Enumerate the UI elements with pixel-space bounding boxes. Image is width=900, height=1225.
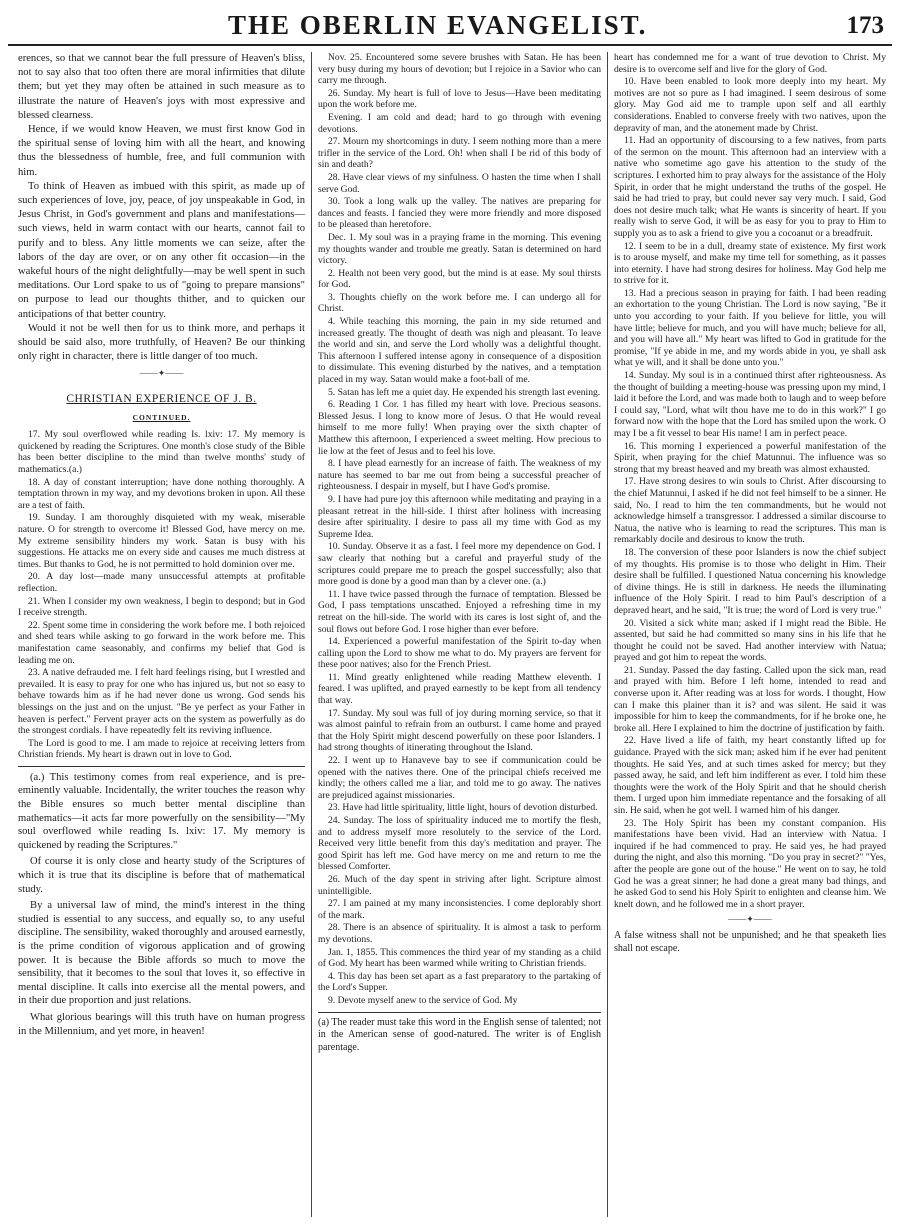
section-title: CHRISTIAN EXPERIENCE OF J. B. (66, 393, 257, 406)
journal-entry: 14. Experienced a powerful manifestation of the Spirit to-day when calling upon the Lord to show me what to do. My prayers are fervent for these poor natives; also for the French Priest. (318, 636, 601, 671)
journal-entry: heart has condemned me for a want of true devotion to Christ. My desire is to overcome self and live for the glory of God. (614, 52, 886, 75)
journal-entry: Dec. 1. My soul was in a praying frame in the morning. This evening my thoughts wander and trouble me greatly. Satan is determined on hard victory. (318, 231, 601, 267)
journal-entry: 27. Mourn my shortcomings in duty. I seem nothing more than a mere trifler in the service of the Lord. Oh! when shall I be rid of this body of sin and death? (318, 136, 601, 171)
journal-entry: 4. This day has been set apart as a fast preparatory to the partaking of the Lord's Supper. (318, 970, 601, 994)
journal-entry: Nov. 25. Encountered some severe brushes with Satan. He has been very busy during my hours of devotion; but I rejoice in a Savior who can carry me through. (318, 52, 601, 87)
journal-entry: 10. Have been enabled to look more deeply into my heart. My motives are not so pure as I had imagined. I seem desirous of some glory. May God aid me to trample upon self and all earthly considerations. Enabled to converse freely with two natives, upon the depravity of man, and the atonement made by Christ. (614, 76, 886, 134)
journal-entry: 19. Sunday. I am thoroughly disquieted with my weak, miserable nature. O for strength to overcome it! Blessed God, have mercy on me. My extreme sensibility hinders my work. Satan is busy with his suggestions. He attacks me on every side and causes me much distress at times. But thanks to God, he is not permitted to hold dominion over me. (18, 512, 305, 570)
journal-entry: Evening. I am cold and dead; hard to go through with evening devotions. (318, 111, 601, 135)
divider (318, 1012, 601, 1013)
journal-entry: 20. A day lost—made many unsuccessful attempts at profitable reflection. (18, 571, 305, 594)
section-subtitle: CONTINUED. (132, 412, 191, 422)
footnote-paragraph: By a universal law of mind, the mind's interest in the thing studied is essential to any success, and equally so, to any useful discipline. The sensibility, waked thoroughly and aroused earnestly, is the prime condition of vigorous application and of growing power. It is because the Bible affords so much to move the sensibility, that it becomes to the soul that loves it, so effective in mental discipline. It calls into exercise all the mental powers, and in their due proportion and just relations. (18, 900, 305, 1007)
journal-entry: Jan. 1, 1855. This commences the third year of my standing as a child of God. My heart has been warmed while writing to Christian friends. (318, 946, 601, 970)
article-columns (12, 52, 894, 1217)
footnote-paragraph: What glorious bearings will this truth have on human progress in the Millennium, and yet more, in heaven! (18, 1011, 305, 1037)
journal-entry: 10. Sunday. Observe it as a fast. I feel more my dependence on God. I saw clearly that nothing but a careful and prayerful study of the scriptures could prepare me to preach the gospel successfully; also that more good is done by a good man than by a clever one. (a.) (318, 541, 601, 588)
footnote: (a) The reader must take this word in the English sense of talented; not in the American sense of good-natured. The writer is of English parentage. (318, 1016, 601, 1053)
journal-entry: 23. Have had little spirituality, little light, hours of devotion disturbed. (328, 802, 598, 814)
divider-ornament: ——✦—— (139, 368, 184, 379)
journal-entry: 27. I am pained at my many inconsistencies. I come deplorably short of the mark. (318, 898, 601, 921)
journal-entry: 18. The conversion of these poor Islanders is now the chief subject of my thoughts. His promise is to those who delight in Him. Their desire shall be fulfilled. I questioned Natua concerning his knowledge of divine things. He is still in darkness. He needs the illuminating influence of the Holy Spirit. I read to him Paul's description of a depraved heart, and he said, "It is true; the word of Lord is very true." (614, 546, 886, 616)
journal-entry: 23. A native defrauded me. I felt hard feelings rising, but I wrestled and prevailed. It is easy to pray for one who has injured us, but not so easy to behave towards him as if he had never done us wrong. God sends his blessings on the just and on the unjust. "Be ye perfect as your Father in heaven is perfect." Fervent prayer acts on the system as powerfully as do the strongest cordials. I have repeatedly felt its reviving influence. (18, 667, 305, 737)
journal-entry: 17. Sunday. My soul was full of joy during morning service, so that it was almost painful to refrain from an outburst. I came home and prayed that the Holy Spirit might descend powerfully on these poor Islanders. I had strong thoughts of itinerating throughout the Island. (318, 707, 601, 754)
journal-entry: 11. I have twice passed through the furnace of temptation. Blessed be God, I pass temptations unscathed. Enjoyed a refreshing time in my retreat on the hill-side. The world with its cares is lost sight of, and the soul flows out before God. I rose higher than ever before. (318, 588, 601, 635)
intro-text (18, 52, 305, 364)
journal-entry: 18. A day of constant interruption; have done nothing thoroughly. A temptation thrown in my way, and my devotions broken in upon. All these are a test of faith. (18, 476, 305, 511)
footnote-paragraph: (a.) This testimony comes from real experience, and is pre-eminently valuable. Incidentally, the writer touches the reason why the Bible ensures so much better mental discipline than mathematics—it acts far more powerfully on the sensibility—"My soul overflowed while reading Is. lxiv: 17. My memory is quickened by reading the Scriptures." (18, 771, 305, 851)
page-header (8, 8, 892, 46)
journal-entry: 14. Sunday. My soul is in a continued thirst after righteousness. As the thought of building a meeting-house was pressing upon my mind, I laid it before the Lord, and was made both to laugh and to weep before I could say, "Lord, what wilt thou have me to do in this work?" I go forward now with the hope that the Lord has smiled upon the work. O may I be a fit vessel to bear His name! I am in perfect peace. (614, 370, 886, 439)
journal-entry: 4. While teaching this morning, the pain in my side returned and increased greatly. The thought of death was nigh and pleasant. To leave the world and sin, and serve the Lord wholly was a delightful thought. This afternoon I suffered intense agony in consequence of a disposition to dissimulate. This evening disturbed by the natives, and a temptation placed in my way. Satan would make a foot-ball of me. (318, 316, 601, 386)
journal-entry: 28. Have clear views of my sinfulness. O hasten the time when I shall serve God. (318, 171, 601, 195)
paragraph: Hence, if we would know Heaven, we must first know God in the spiritual sense of loving him with all the heart, and knowing thus the blessedness of humble, free, and full communion with him. (18, 124, 305, 178)
journal-entry: 16. This morning I experienced a powerful manifestation of the Spirit, when praying for the chief Matunnui. The influence was so strong that my breast heaved and my breath was almost exhausted. (614, 440, 886, 475)
journal-entry: 21. When I consider my own weakness, I begin to despond; but in God I receive strength. (18, 595, 305, 619)
journal-entry: 12. I seem to be in a dull, dreamy state of existence. My first work is to arouse myself, and make my time tell for something, as it passes into eternity. I have had strong desires for holiness. May God help me to strive for it. (614, 240, 886, 287)
divider-ornament: ——✦—— (728, 914, 772, 925)
journal-entry: 30. Took a long walk up the valley. The natives are preparing for dances and feasts. I fancied they were more friendly and more disposed to be pleased than heretofore. (318, 196, 601, 231)
journal-entry: 22. Have lived a life of faith, my heart constantly lifted up for guidance. Prayed with the sick man; asked him if he ever had penitent thoughts. He said Yes, and at such times asked for mercy; but they passed away, he said, and left him indifferent as ever. I told him these thoughts were the work of the Holy Spirit and that he should cherish them. I urged upon him immediate repentance and the forsaking of all sin. He said, when he got well. I warned him of his danger. (614, 735, 886, 816)
journal-entry: 6. Reading 1 Cor. 1 has filled my heart with love. Precious seasons. Blessed Jesus. I long to know more of Jesus. O that He would reveal himself to me more fully! When praying over the sixth chapter of Matthew this afternoon, I experienced a sweet melting. How precious to lie low at the feet of Jesus and to feel his love. (318, 399, 601, 457)
journal-entry: 23. The Holy Spirit has been my constant companion. His manifestations have been vivid. Had an interview with Natua. I inquired if he had commenced to pray. He said yes, he had prayed during the night, and also this morning. "Do you pray in secret?" "Yes, after the people are gone out of the house." He went on to say, he told God he was a great sinner; he had done a great many bad things, and he asked God to send his Holy Spirit to enlighten and cleanse him. We knelt down, and he followed me in a short prayer. (614, 817, 886, 910)
journal-entry: 2. Health not been very good, but the mind is at ease. My soul thirsts for God. (318, 267, 601, 291)
proverb: A false witness shall not be unpunished; and he that speaketh lies shall not escape. (614, 929, 886, 954)
journal-entry: 5. Satan has left me a quiet day. He expended his strength last evening. (328, 386, 601, 398)
journal-entry: 26. Sunday. My heart is full of love to Jesus—Have been meditating upon the work before me. (318, 87, 601, 111)
journal-entry: 9. I have had pure joy this afternoon while meditating and praying in a pleasant retreat in the hill-side. I thirst after holiness with increasing desire after spirituality. I desire to pass all my time with God as my Supreme Idea. (318, 493, 601, 540)
journal-entry: 3. Thoughts chiefly on the work before me. I can undergo all for Christ. (318, 291, 601, 315)
paragraph: erences, so that we cannot bear the full pressure of Heaven's bliss, not to say also that too often there are moral infirmities that dilute them; but yet they may often be attained in such measure as to illustrate the nature of Heaven's joys with most expressive and blessed clearness. (18, 53, 305, 121)
journal-entry: 11. Mind greatly enlightened while reading Matthew eleventh. I feared. I was uplifted, and prayed earnestly to be kept from all tendency that way. (318, 671, 601, 707)
journal-entry: 13. Had a precious season in praying for faith. I had been reading an exhortation to the young Christian. The Lord is now saying, "Be it unto you according to your faith. If you believe for little, you will have little; believe for much, and you will have much; believe for all, and you will have all." My heart was lifted to God in gratitude for the promise, "If ye abide in me, and my words abide in you, ye shall ask what ye will, and it shall be done unto you." (614, 287, 886, 369)
footnote-paragraph: Of course it is only close and hearty study of the Scriptures of which it is true that its discipline is before that of mathematical study. (18, 856, 305, 895)
journal-entry: 8. I have plead earnestly for an increase of faith. The weakness of my nature has seemed to bar me out from being a successful preacher of righteousness. I despair in myself, but I have God's promise. (318, 458, 601, 493)
journal-entry: 22. I went up to Hanaveve bay to see if communication could be opened with the natives there. One of the principal chiefs received me kindly; the others called me a liar, and told me to go away. The natives are prejudiced against missionaries. (318, 755, 601, 801)
journal-entry: 22. Spent some time in considering the work before me. I both rejoiced and shed tears while asking to go forward in the work before me. This manifestation came seasonably, and confirms my belief that God is leading me on. (18, 619, 305, 666)
footnote (18, 771, 305, 1038)
journal-entry: 17. Have strong desires to win souls to Christ. After discoursing to the chief Matunnui, I asked if he did not feel himself to be a sinner. He said, No. I read to him the ten commandments, but he would not acknowledge himself a transgressor. I addressed a similar discourse to Natua, the native who is learning to read the scriptures. This man is remarkably docile and desirous to know the truth. (614, 476, 886, 546)
column-3 (608, 52, 892, 1217)
journal-entry: 28. There is an absence of spirituality. It is almost a task to perform my devotions. (318, 922, 601, 945)
journal-entry: 21. Sunday. Passed the day fasting. Called upon the sick man, read and prayed with him. Before I left home, intended to read and converse upon it. After reading was at loss for words. I thought, How can I make this plainer than it is? and was silent. He said it was impossible for him to keep the commandments, for if he broke one, he broke all. Here I explained to him the doctrine of justification by faith. (614, 664, 886, 734)
column-1 (12, 52, 312, 1217)
divider (18, 766, 305, 767)
journal-entry: The Lord is good to me. I am made to rejoice at receiving letters from Christian friends. My heart is drawn out in love to God. (18, 737, 305, 761)
journal-entry: 24. Sunday. The loss of spirituality induced me to mortify the flesh, and to address myself more resolutely to the service of the Lord. Received very little benefit from this day's meditation and prayer. The good Spirit has left me. God have mercy on me and return to me the blessed Comforter. (318, 815, 601, 873)
journal-entry: 11. Had an opportunity of discoursing to a few natives, from parts of the sermon on the mount. This afternoon had an interview with a native who sometime ago gave his attention to the study of the scriptures. I exhorted him to pray always for the assistance of the Holy Spirit, in order that he might understand the truths of the gospel. He said he had tried to pray, but could never say very much. I said, God does not desire much talk; what He wants is sincerity of heart. If you really wish to serve God, it will be as easy for you to pray to Him to supply you as to ask a friend to give you a cocoanut or a breadfruit. (614, 135, 886, 239)
journal-entry: 9. Devote myself anew to the service of God. My (328, 994, 518, 1006)
journal-entry: 17. My soul overflowed while reading Is. lxiv: 17. My memory is quickened by reading the Scriptures. One month's close study of the Bible has been better discipline to the mind than twelve months' study of mathematics.(a.) (18, 429, 305, 476)
page-number: 173 (846, 12, 884, 39)
paragraph: Would it not be well then for us to think more, and perhaps it should be said also, more truthfully, of Heaven? Be our thinking only right in character, there is little danger of too much. (18, 322, 305, 363)
paragraph: To think of Heaven as imbued with this spirit, as made up of such experiences of love, joy, peace, of joy unspeakable in God, in Jesus Christ, in God's government and plans and manifestations—such views, held in warm contact with our hearts, cannot fail to purify and to bless. Any little moments we can seize, after the labors of the day are over, or on any other fit occasion—in the wakeful hours of the night delightfully—may be well spent in such meditations. Our Lord spake to us of "going to prepare mansions" on purpose to lead our thoughts thither, and to quicken our anticipations of that better country. (18, 180, 305, 320)
journal-title: THE OBERLIN EVANGELIST. (228, 10, 648, 40)
journal-entry: 20. Visited a sick white man; asked if I might read the Bible. He assented, but said he had committed so many sins in his life that he thought he could not be saved. Had another interview with Natua; prayed and got him to repeat the words. (614, 617, 886, 664)
column-2 (312, 52, 608, 1217)
journal-entry: 26. Much of the day spent in striving after light. Scripture almost unintelligible. (318, 873, 601, 897)
